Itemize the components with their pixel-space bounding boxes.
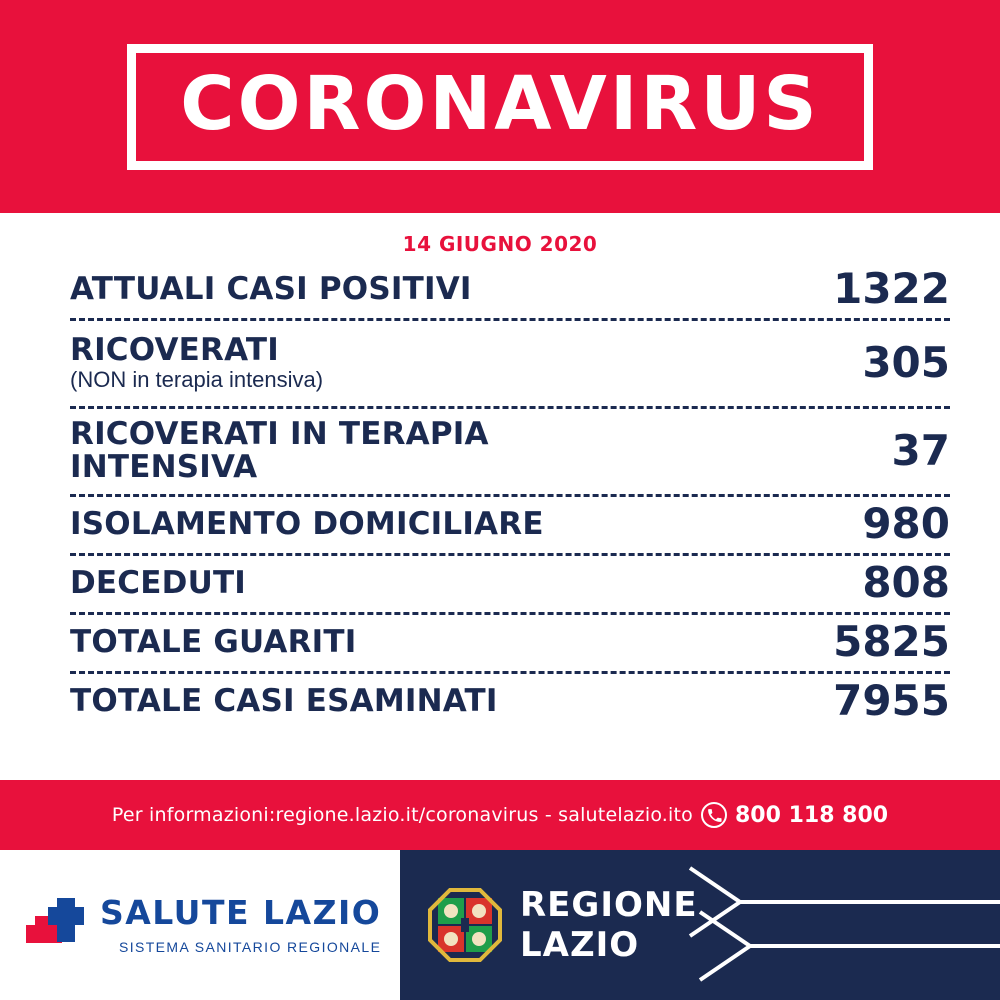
header-title-frame bbox=[127, 44, 872, 170]
info-bar bbox=[0, 780, 1000, 850]
stat-value: 1322 bbox=[833, 264, 950, 313]
table-row bbox=[70, 409, 950, 497]
stat-value: 305 bbox=[862, 337, 950, 387]
stat-label: ATTUALI CASI POSITIVI bbox=[70, 270, 472, 307]
table-row bbox=[70, 615, 950, 674]
table-row bbox=[70, 556, 950, 615]
medical-cross-icon bbox=[26, 896, 84, 954]
stat-value: 7955 bbox=[833, 676, 950, 725]
stat-label-main: RICOVERATI bbox=[70, 331, 279, 368]
report-date: 14 GIUGNO 2020 bbox=[402, 232, 598, 256]
table-row bbox=[70, 674, 950, 730]
regione-line-2: LAZIO bbox=[520, 925, 640, 965]
chevron-decoration-icon bbox=[670, 850, 1000, 1000]
regione-line-1: REGIONE bbox=[520, 885, 698, 925]
stat-label bbox=[70, 331, 324, 393]
table-row bbox=[70, 262, 950, 321]
phone-icon bbox=[701, 802, 727, 828]
statistics-table bbox=[70, 262, 950, 730]
salute-lazio-subtitle: SISTEMA SANITARIO REGIONALE bbox=[118, 938, 382, 955]
stat-label-sub: (NON in terapia intensiva) bbox=[70, 367, 324, 393]
stat-label: ISOLAMENTO DOMICILIARE bbox=[70, 505, 544, 542]
info-conjunction: o bbox=[681, 804, 693, 826]
regione-lazio-block bbox=[400, 850, 1000, 1000]
info-phone-number: 800 118 800 bbox=[735, 802, 889, 828]
stat-value: 37 bbox=[891, 425, 950, 475]
date-row bbox=[0, 232, 1000, 256]
table-row bbox=[70, 497, 950, 556]
info-links[interactable]: regione.lazio.it/coronavirus - salutelazio.it bbox=[275, 804, 682, 826]
regione-lazio-emblem-icon bbox=[428, 888, 502, 962]
salute-lazio-logo bbox=[0, 850, 400, 1000]
stat-value: 808 bbox=[862, 558, 950, 607]
stat-value: 980 bbox=[862, 499, 950, 548]
page-title: CORONAVIRUS bbox=[180, 60, 820, 147]
info-prefix: Per informazioni: bbox=[111, 804, 276, 826]
salute-lazio-title: SALUTE LAZIO bbox=[100, 892, 382, 932]
table-row bbox=[70, 321, 950, 409]
stat-label: DECEDUTI bbox=[70, 564, 247, 601]
salute-lazio-text bbox=[100, 892, 382, 955]
stat-label: RICOVERATI IN TERAPIA INTENSIVA bbox=[70, 415, 489, 485]
footer bbox=[0, 850, 1000, 1000]
header-banner bbox=[0, 0, 1000, 213]
stat-value: 5825 bbox=[833, 617, 950, 666]
stat-label: TOTALE GUARITI bbox=[70, 623, 357, 660]
stat-label: TOTALE CASI ESAMINATI bbox=[70, 682, 498, 719]
